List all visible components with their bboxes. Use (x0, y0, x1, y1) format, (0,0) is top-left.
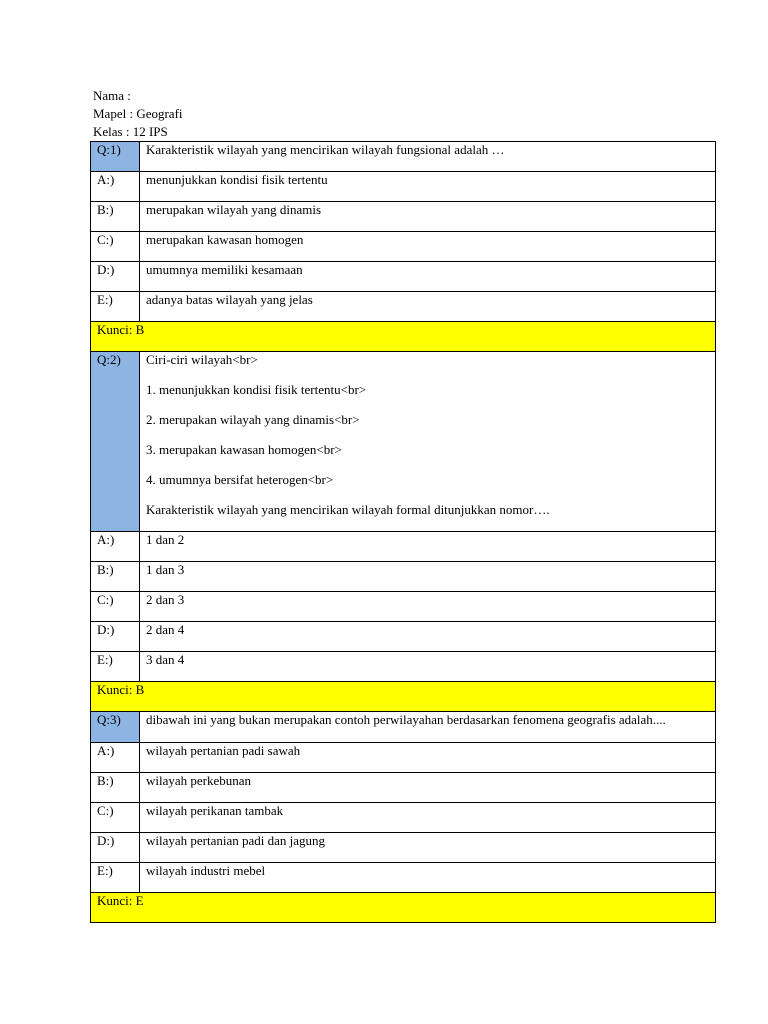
option-row (91, 202, 716, 232)
option-row (91, 172, 716, 202)
option-row (91, 292, 716, 322)
option-text: 3 dan 4 (140, 652, 716, 682)
option-text: wilayah perkebunan (140, 773, 716, 803)
question-line: 1. menunjukkan kondisi fisik tertentu<br> (146, 382, 367, 397)
question-text: dibawah ini yang bukan merupakan contoh perwilayahan berdasarkan fenomena geografis adalah.... (140, 712, 716, 743)
option-text: adanya batas wilayah yang jelas (140, 292, 716, 322)
option-row (91, 532, 716, 562)
option-label: C:) (91, 592, 140, 622)
option-row (91, 562, 716, 592)
option-label: C:) (91, 803, 140, 833)
option-text: merupakan kawasan homogen (140, 232, 716, 262)
option-text: 2 dan 4 (140, 622, 716, 652)
option-label: E:) (91, 863, 140, 893)
question-text (140, 352, 716, 532)
option-label: A:) (91, 743, 140, 773)
question-text: Karakteristik wilayah yang mencirikan wilayah fungsional adalah … (140, 142, 716, 172)
option-text: 1 dan 3 (140, 562, 716, 592)
option-label: B:) (91, 562, 140, 592)
answer-key-row (91, 322, 716, 352)
question-number: Q:2) (91, 352, 140, 532)
answer-key-row (91, 893, 716, 923)
option-row (91, 232, 716, 262)
answer-key: Kunci: B (91, 682, 716, 712)
answer-key-row (91, 682, 716, 712)
option-label: B:) (91, 773, 140, 803)
question-line: 2. merupakan wilayah yang dinamis<br> (146, 412, 360, 427)
option-label: A:) (91, 172, 140, 202)
question-row (91, 352, 716, 532)
option-row (91, 592, 716, 622)
question-number: Q:1) (91, 142, 140, 172)
option-text: 2 dan 3 (140, 592, 716, 622)
option-text: merupakan wilayah yang dinamis (140, 202, 716, 232)
question-line: 3. merupakan kawasan homogen<br> (146, 442, 342, 457)
option-label: D:) (91, 622, 140, 652)
question-line: Ciri-ciri wilayah<br> (146, 352, 258, 367)
answer-key: Kunci: E (91, 893, 716, 923)
option-row (91, 652, 716, 682)
option-label: D:) (91, 833, 140, 863)
option-row (91, 262, 716, 292)
option-text: wilayah pertanian padi sawah (140, 743, 716, 773)
option-label: B:) (91, 202, 140, 232)
option-row (91, 773, 716, 803)
option-text: wilayah industri mebel (140, 863, 716, 893)
option-row (91, 743, 716, 773)
kelas-line: Kelas : 12 IPS (93, 124, 168, 139)
option-row (91, 803, 716, 833)
option-text: umumnya memiliki kesamaan (140, 262, 716, 292)
option-label: E:) (91, 292, 140, 322)
question-line: 4. umumnya bersifat heterogen<br> (146, 472, 334, 487)
option-label: E:) (91, 652, 140, 682)
option-label: C:) (91, 232, 140, 262)
option-text: 1 dan 2 (140, 532, 716, 562)
question-line: Karakteristik wilayah yang mencirikan wilayah formal ditunjukkan nomor…. (146, 502, 550, 517)
quiz-table (90, 141, 716, 923)
option-text: wilayah pertanian padi dan jagung (140, 833, 716, 863)
option-label: D:) (91, 262, 140, 292)
option-label: A:) (91, 532, 140, 562)
answer-key: Kunci: B (91, 322, 716, 352)
option-text: menunjukkan kondisi fisik tertentu (140, 172, 716, 202)
question-number: Q:3) (91, 712, 140, 743)
option-row (91, 833, 716, 863)
document-header (93, 87, 183, 141)
nama-line: Nama : (93, 88, 131, 103)
question-row (91, 142, 716, 172)
mapel-line: Mapel : Geografi (93, 106, 183, 121)
option-text: wilayah perikanan tambak (140, 803, 716, 833)
option-row (91, 863, 716, 893)
option-row (91, 622, 716, 652)
question-row (91, 712, 716, 743)
